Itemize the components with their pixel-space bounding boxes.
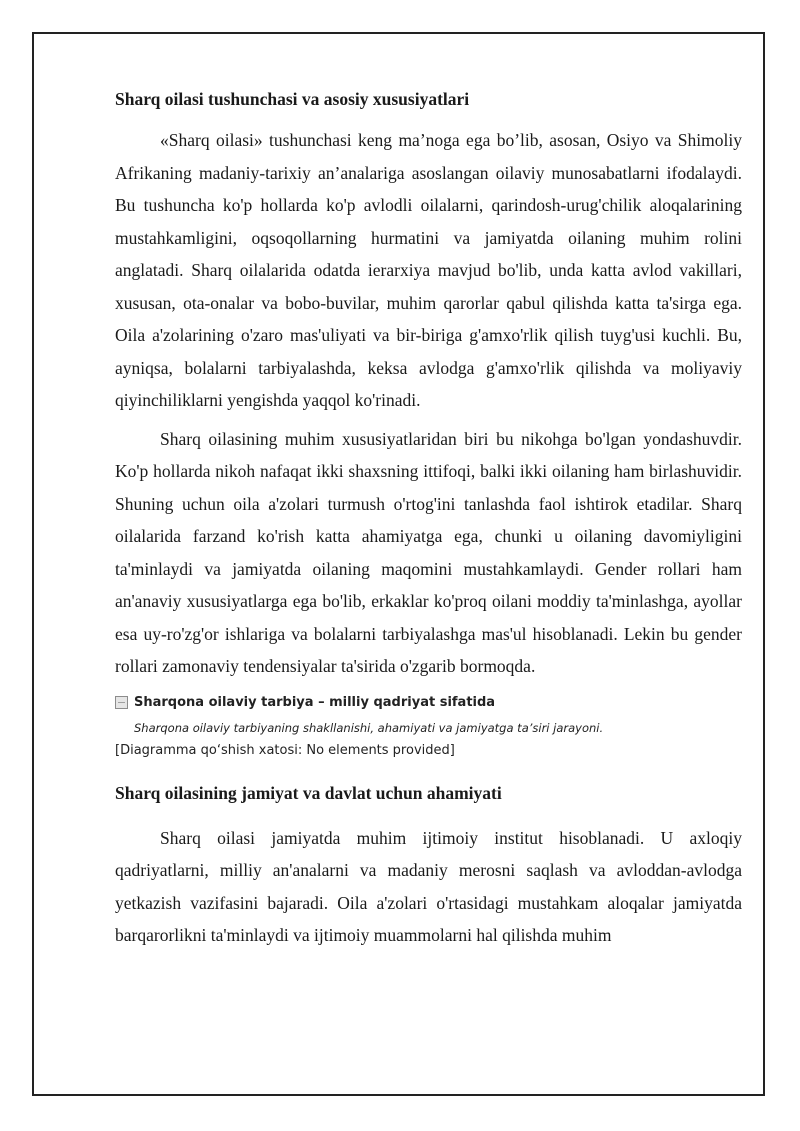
- paragraph: Sharq oilasining muhim xususiyatlaridan biri bu nikohga bo'lgan yondashuvdir. Ko'p hollarda nikoh nafaqat ikki shaxsning ittifoqi, balki ikki oilaning ham birlashuvidir. Shuning uchun oila a'zolari turmush o'rtog'ini tanlashda faol ishtirok etadilar. Sharq oilalarida farzand ko'rish katta ahamiyatga ega, chunki u oilaning davomiyligini ta'minlaydi va jamiyatda oilaning maqomini mustahkamlaydi. Gender rollari ham an'anaviy xususiyatlarga ega bo'lib, erkaklar ko'proq oilani moddiy ta'minlashga, ayollar esa uy-ro'zg'or ishlariga va bolalarni tarbiyalashga mas'ul hisoblanadi. Lekin bu gender rollari zamonaviy tendensiyalar ta'sirida o'zgarib bormoqda.: [115, 428, 742, 676]
- section-heading: Sharq oilasi tushunchasi va asosiy xususiyatlari: [115, 89, 470, 109]
- paragraph: «Sharq oilasi» tushunchasi keng ma’noga ega bo’lib, asosan, Osiyo va Shimoliy Afrikaning madaniy-tarixiy an’analariga asoslangan oilaviy munosabatlarni ifodalaydi. Bu tushuncha ko'p hollarda ko'p avlodli oilalarni, qarindosh-urug'chilik aloqalarining mustahkamligini, oqsoqollarning hurmatini va jamiyatda oilaning muhim rolini anglatadi. Sharq oilalarida odatda ierarxiya mavjud bo'lib, unda katta avlod vakillari, xususan, ota-onalar va bobo-buvilar, muhim qarorlar qabul qilishda katta ta'sirga ega. Oila a'zolarining o'zaro mas'uliyati va bir-biriga g'amxo'rlik qilish tuyg'usi kuchli. Bu, ayniqsa, bolalarni tarbiyalashda, keksa avlodga g'amxo'rlik qilishda va moliyaviy qiyinchiliklarni yengishda yaqqol ko'rinadi.: [115, 130, 742, 410]
- diagram-title: Sharqona oilaviy tarbiya – milliy qadriyat sifatida: [134, 695, 496, 710]
- diagram-error-message: [Diagramma qo‘shish xatosi: No elements provided]: [115, 742, 455, 758]
- broken-image-icon: [115, 696, 128, 709]
- diagram-placeholder: [115, 693, 742, 758]
- section-heading: Sharq oilasining jamiyat va davlat uchun ahamiyati: [115, 782, 502, 803]
- paragraph: Sharq oilasi jamiyatda muhim ijtimoiy institut hisoblanadi. U axloqiy qadriyatlarni, milliy an'analarni va madaniy merosni saqlash va avloddan-avlodga yetkazish vazifasini bajaradi. Oila a'zolari o'rtasidagi mustahkam aloqalar jamiyatda barqarorlikni ta'minlaydi va ijtimoiy muammolarni hal qilishda muhim: [115, 827, 742, 945]
- document-body: [115, 86, 742, 952]
- diagram-caption: Sharqona oilaviy tarbiyaning shakllanishi, ahamiyati va jamiyatga ta’siri jarayoni.: [134, 720, 604, 735]
- diagram-title-row: [115, 693, 742, 713]
